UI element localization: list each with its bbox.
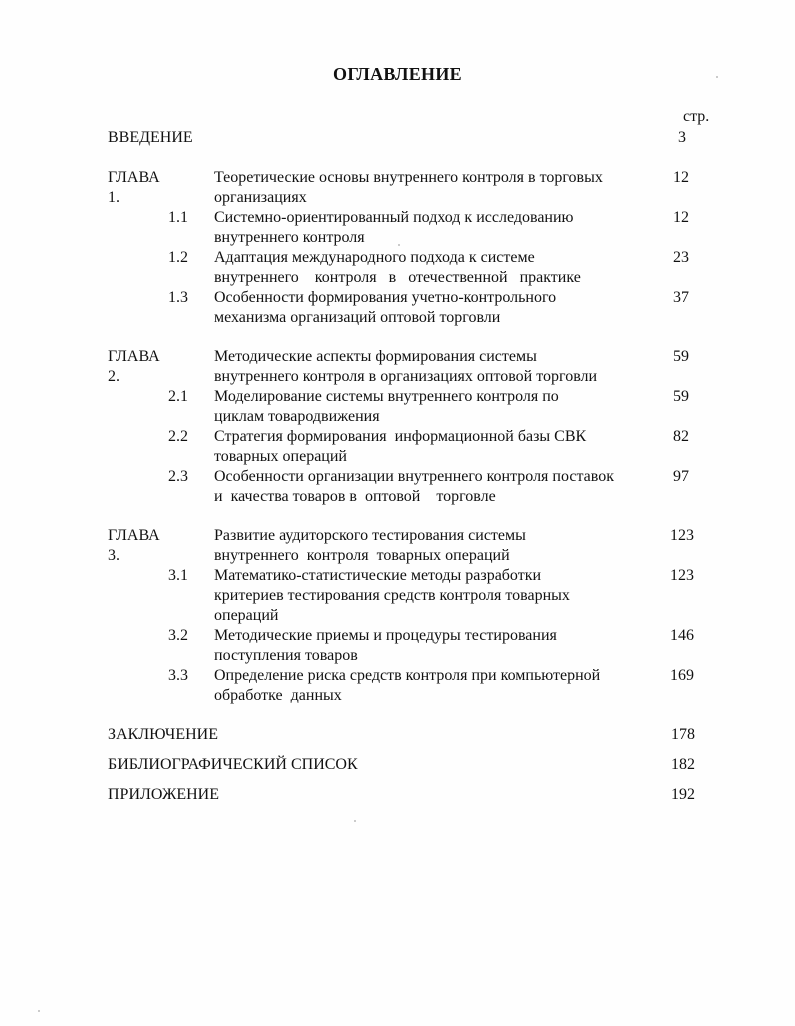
section-title-line: Математико-статистические методы разработки — [214, 567, 542, 584]
chapter-page: 12 — [673, 169, 689, 186]
section-page: 123 — [670, 567, 694, 584]
toc-entry-page: 178 — [671, 726, 695, 743]
chapter-title-line: Методические аспекты формирования системы — [214, 348, 537, 365]
section-number: 1.2 — [168, 249, 188, 266]
chapter-title-line: Теоретические основы внутреннего контроля в торговых — [214, 169, 603, 186]
toc-entry-page: 3 — [678, 129, 686, 146]
section-number: 2.2 — [168, 428, 188, 445]
section-number: 1.1 — [168, 209, 188, 226]
section-number: 3.3 — [168, 667, 188, 684]
section-title-line: Адаптация международного подхода к системе — [214, 249, 535, 266]
section-page: 82 — [673, 428, 689, 445]
section-title-line: критериев тестирования средств контроля товарных — [214, 587, 570, 604]
toc-entry-label: БИБЛИОГРАФИЧЕСКИЙ СПИСОК — [108, 756, 358, 773]
scan-speck — [398, 244, 400, 246]
toc-title: ОГЛАВЛЕНИЕ — [333, 64, 462, 84]
section-page: 146 — [670, 627, 694, 644]
toc-entry-page: 182 — [671, 756, 695, 773]
chapter-page: 123 — [670, 527, 694, 544]
scan-speck — [354, 820, 356, 822]
scan-speck — [38, 1010, 40, 1012]
scan-speck — [716, 76, 718, 78]
page-column-label: стр. — [683, 108, 710, 125]
section-title-line: товарных операций — [214, 448, 347, 465]
section-title-line: Моделирование системы внутреннего контроля по — [214, 388, 559, 405]
section-number: 3.1 — [168, 567, 188, 584]
section-number: 2.1 — [168, 388, 188, 405]
chapter-title-line: внутреннего контроля в организациях оптовой торговли — [214, 368, 598, 385]
section-page: 59 — [673, 388, 689, 405]
chapter-title-line: организациях — [214, 189, 307, 206]
section-title-line: циклам товародвижения — [214, 408, 380, 425]
toc-entry-label: ЗАКЛЮЧЕНИЕ — [108, 726, 218, 743]
section-title-line: механизма организаций оптовой торговли — [214, 309, 501, 326]
chapter-title-line: Развитие аудиторского тестирования системы — [214, 527, 526, 544]
chapter-number: ГЛАВА 1. — [108, 169, 160, 206]
section-number: 1.3 — [168, 289, 188, 306]
section-number: 3.2 — [168, 627, 188, 644]
section-title-line: Методические приемы и процедуры тестирования — [214, 627, 557, 644]
section-title-line: и качества товаров в оптовой торговле — [214, 488, 496, 505]
section-number: 2.3 — [168, 468, 188, 485]
toc-entry-label: ВВЕДЕНИЕ — [108, 129, 193, 146]
section-title-line: Системно-ориентированный подход к исследованию — [214, 209, 574, 226]
chapter-number: ГЛАВА 3. — [108, 527, 160, 564]
section-page: 12 — [673, 209, 689, 226]
toc-entry-page: 192 — [671, 786, 695, 803]
section-title-line: поступления товаров — [214, 647, 358, 664]
section-title-line: Стратегия формирования информационной базы СВК — [214, 428, 587, 445]
chapter-title-line: внутреннего контроля товарных операций — [214, 547, 510, 564]
section-title-line: внутреннего контроля в отечественной практике — [214, 269, 581, 286]
section-title-line: Особенности формирования учетно-контрольного — [214, 289, 557, 306]
chapter-number: ГЛАВА 2. — [108, 348, 160, 385]
section-title-line: внутреннего контроля — [214, 229, 365, 246]
section-title-line: обработке данных — [214, 687, 342, 704]
section-title-line: Определение риска средств контроля при компьютерной — [214, 667, 601, 684]
section-title-line: операций — [214, 607, 279, 624]
toc-entry-label: ПРИЛОЖЕНИЕ — [108, 786, 220, 803]
section-page: 37 — [673, 289, 689, 306]
section-page: 23 — [673, 249, 689, 266]
section-title-line: Особенности организации внутреннего контроля поставок — [214, 468, 614, 485]
chapter-page: 59 — [673, 348, 689, 365]
section-page: 169 — [670, 667, 694, 684]
section-page: 97 — [673, 468, 689, 485]
